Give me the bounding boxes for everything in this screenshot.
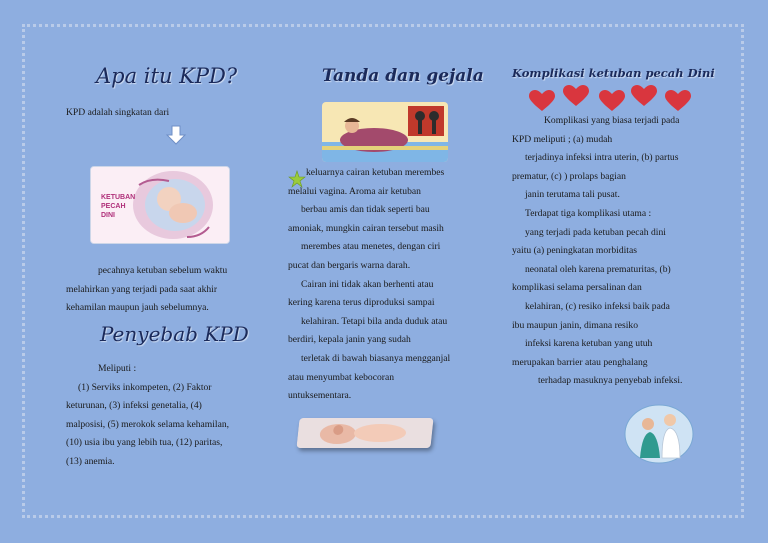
definition-paragraph (66, 262, 281, 318)
text-line: Meliputi : (98, 363, 137, 374)
text-line: pecahnya ketuban sebelum waktu (98, 265, 228, 276)
down-arrow-icon (165, 124, 187, 146)
baby-photo (296, 418, 433, 448)
heading-komplikasi: Komplikasi ketuban pecah Dini (512, 66, 715, 80)
text-line: (13) anemia. (66, 455, 115, 467)
text-line: neonatal oleh karena prematuritas, (b) (525, 263, 671, 275)
text-line: atau menyumbat kebocoran (288, 371, 395, 383)
text-line: KPD meliputi ; (a) mudah (512, 133, 613, 145)
text-line: terletak di bawah biasanya mengganjal (301, 352, 451, 364)
text-line: komplikasi selama persalinan dan (512, 282, 642, 294)
text-line: kehamilan maupun jauh sebelumnya. (66, 302, 209, 314)
text-line: keluarnya cairan ketuban merembes (306, 167, 445, 178)
text-line: malposisi, (5) merokok selama kehamilan, (66, 418, 230, 430)
text-line: (1) Serviks inkompeten, (2) Faktor (78, 381, 212, 393)
text-line: prematur, (c) ) prolaps bagian (512, 170, 626, 182)
intro-text: KPD adalah singkatan dari (66, 107, 170, 118)
text-line: kelahiran. Tetapi bila anda duduk atau (301, 315, 448, 327)
text-line: yang terjadi pada ketuban pecah dini (525, 226, 666, 238)
text-line: berdiri, kepala janin yang sudah (288, 334, 411, 346)
text-line: kelahiran, (c) resiko infeksi baik pada (525, 300, 670, 312)
text-line: terjadinya infeksi intra uterin, (b) partus (525, 152, 679, 164)
text-line: merupakan barrier atau penghalang (512, 356, 648, 368)
heading-apa-itu-kpd: Apa itu KPD? (96, 64, 238, 88)
text-line: Terdapat tiga komplikasi utama : (525, 207, 652, 219)
heart-icon (664, 90, 692, 112)
text-line: melalui vagina. Aroma air ketuban (288, 185, 421, 197)
text-line: infeksi karena ketuban yang utuh (525, 338, 653, 350)
heart-icon (528, 90, 556, 112)
doctor-patient-illustration (624, 404, 694, 464)
complications-paragraph (512, 112, 724, 391)
text-line: Komplikasi yang biasa terjadi pada (544, 115, 680, 126)
heading-tanda-dan-gejala: Tanda dan gejala (322, 66, 484, 86)
text-line: melahirkan yang terjadi pada saat akhir (66, 283, 218, 295)
signs-paragraph (288, 164, 503, 406)
image-label-line: KETUBAN (101, 194, 136, 201)
image-label-line: DINI (101, 212, 115, 219)
ketuban-pecah-dini-image (90, 166, 230, 244)
text-line: pucat dan bergaris warna darah. (288, 259, 411, 271)
text-line: terhadap masuknya penyebab infeksi. (538, 375, 683, 387)
text-line: (10) usia ibu yang lebih tua, (12) paritas, (66, 437, 223, 449)
text-line: Cairan ini tidak akan berhenti atau (301, 278, 434, 290)
heart-icon (562, 85, 590, 107)
text-line: keturunan, (3) infeksi genetalia, (4) (66, 400, 202, 412)
heading-penyebab-kpd: Penyebab KPD (100, 322, 249, 346)
text-line: ibu maupun janin, dimana resiko (512, 319, 639, 331)
text-line: yaitu (a) peningkatan morbiditas (512, 245, 637, 257)
text-line: janin terutama tali pusat. (525, 189, 620, 201)
text-line: kering karena terus diproduksi sampai (288, 297, 435, 309)
text-line: amoniak, mungkin cairan tersebut masih (288, 222, 444, 234)
heart-icon (598, 90, 626, 112)
image-label-line: PECAH (101, 203, 126, 210)
text-line: merembes atau menetes, dengan ciri (301, 241, 441, 253)
heart-icon (630, 85, 658, 107)
causes-paragraph (66, 360, 281, 472)
text-line: berbau amis dan tidak seperti bau (301, 204, 430, 216)
woman-resting-illustration (322, 102, 448, 162)
text-line: untuksementara. (288, 390, 352, 402)
